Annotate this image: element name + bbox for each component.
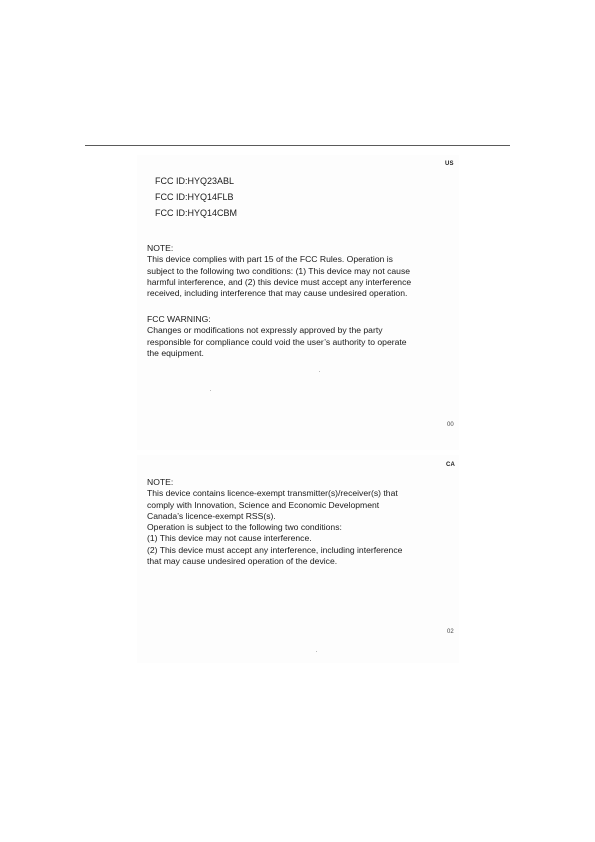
ca-note-line-7: that may cause undesired operation of the device. (147, 556, 338, 567)
fcc-warning-block (147, 314, 457, 359)
us-note-heading: NOTE: (147, 243, 174, 253)
ca-note-line-3: Canada’s licence-exempt RSS(s). (147, 510, 276, 521)
us-note-block (147, 243, 457, 299)
ca-note-line-1: This device contains licence-exempt transmitter(s)/receiver(s) that (147, 488, 398, 499)
scan-speck (316, 651, 317, 652)
scan-speck (210, 390, 211, 391)
fcc-warning-heading: FCC WARNING: (147, 314, 211, 324)
ca-note-line-4: Operation is subject to the following two conditions: (147, 522, 342, 533)
ca-region-tag: CA (446, 462, 456, 468)
fcc-id-1: FCC ID:HYQ23ABL (155, 176, 235, 186)
ca-note-line-2: comply with Innovation, Science and Economic Development (147, 499, 380, 510)
scan-speck (319, 371, 320, 372)
us-note-line-2: subject to the following two conditions: (1) This device may not cause (147, 265, 411, 276)
header-rule (85, 145, 510, 146)
fcc-warning-line-1: Changes or modifications not expressly approved by the party (147, 325, 383, 336)
ca-note-line-6: (2) This device must accept any interference, including interference (147, 544, 403, 555)
fcc-id-2: FCC ID:HYQ14FLB (155, 192, 234, 202)
us-region-tag: US (445, 161, 454, 167)
fcc-id-3: FCC ID:HYQ14CBM (155, 208, 238, 218)
ca-note-block (147, 477, 457, 567)
us-note-line-3: harmful interference, and (2) this device must accept any interference (147, 276, 412, 287)
ca-note-heading: NOTE: (147, 477, 174, 487)
us-page-code: 00 (447, 422, 454, 428)
us-note-line-4: received, including interference that may cause undesired operation. (147, 288, 408, 299)
fcc-warning-line-2: responsible for compliance could void the user’s authority to operate (147, 336, 407, 347)
fcc-id-list (155, 173, 237, 221)
ca-note-line-5: (1) This device may not cause interference. (147, 533, 312, 544)
us-note-line-1: This device complies with part 15 of the FCC Rules. Operation is (147, 254, 393, 265)
ca-page-code: 02 (447, 629, 454, 635)
fcc-warning-line-3: the equipment. (147, 347, 204, 358)
